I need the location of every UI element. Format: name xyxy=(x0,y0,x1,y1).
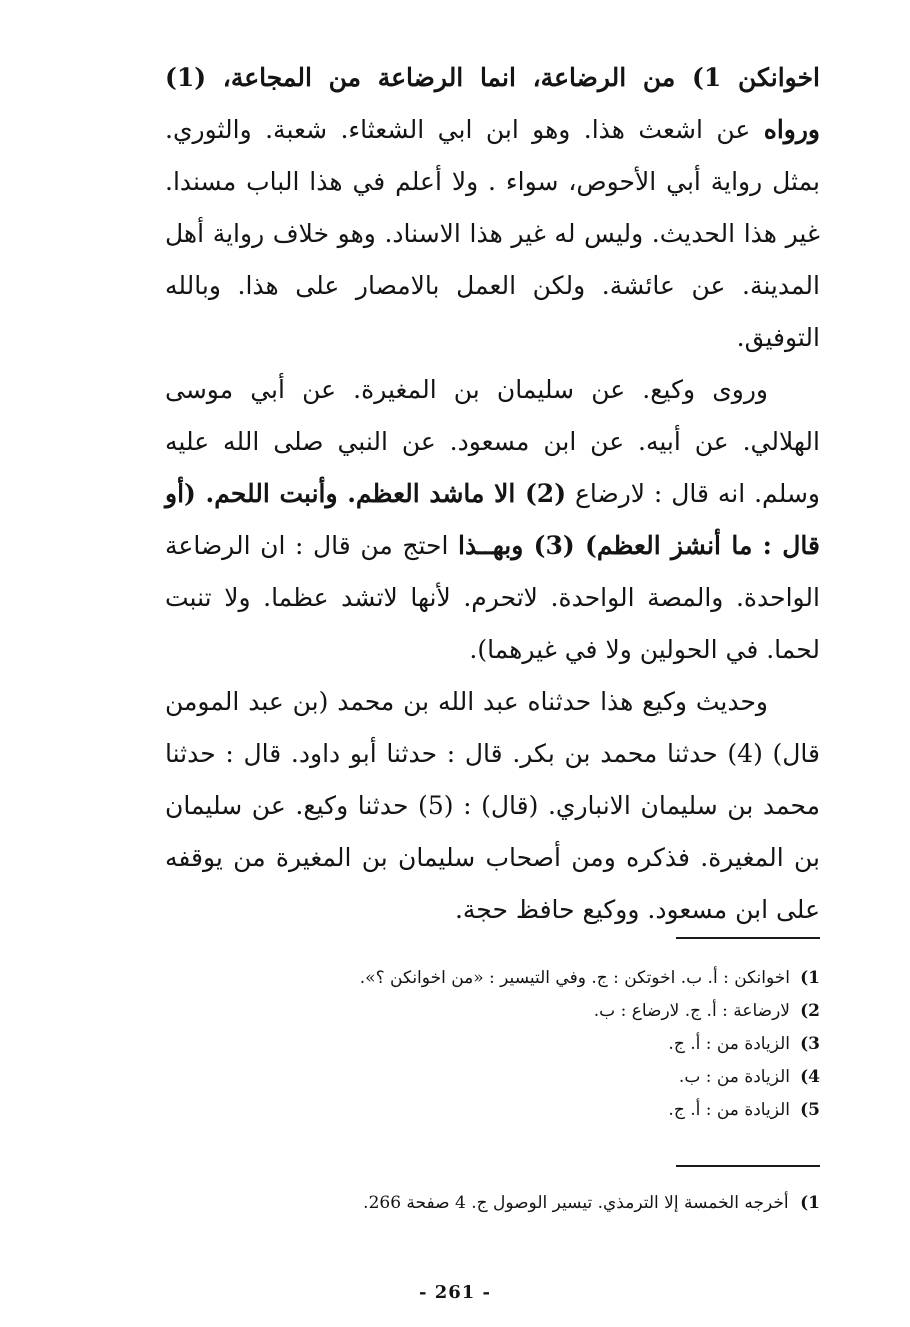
paragraph-2-text-before: وروى وكيع. عن سليمان بن المغيرة. عن أبي موسى الهلالي. عن أبيه. عن ابن مسعود. عن النبي صلى الله عليه وسلم. انه قال : لارضاع xyxy=(165,375,820,508)
footnote-number: 3) xyxy=(800,1034,820,1054)
paragraph-1-bold-lead: اخوانكن 1) من الرضاعة، انما الرضاعة من المجاعة، (1) ورواه xyxy=(165,63,820,144)
footnote-number: 4) xyxy=(800,1067,820,1087)
footnote-text: الزيادة من : أ. ج. xyxy=(668,1034,790,1054)
source-divider xyxy=(676,1165,820,1167)
main-text xyxy=(165,52,820,936)
footnote-text: اخوانكن : أ. ب. اخوتكن : ج. وفي التيسير : «من اخوانكن ؟». xyxy=(359,968,790,988)
footnote-item xyxy=(360,1028,820,1061)
paragraph-2-bold-mid: (2) الا ماشد العظم. وأنبت اللحم. (أو قال : ما أنشز العظم) (3) وبهــذا xyxy=(165,479,820,560)
footnote-number: 5) xyxy=(800,1100,820,1120)
footnote-text: الزيادة من : ب. xyxy=(678,1067,790,1087)
paragraph-3 xyxy=(165,676,820,936)
page-number: - 261 - xyxy=(418,1282,492,1303)
paragraph-2-text-after: احتج من قال : ان الرضاعة الواحدة. والمصة الواحدة. لاتحرم. لأنها لاتشد عظما. ولا تنبت لحما. في الحولين ولا في غيرهما). xyxy=(165,531,820,664)
source-note-number: 1) xyxy=(800,1193,820,1213)
footnote-text: الزيادة من : أ. ج. xyxy=(668,1100,790,1120)
footnote-item xyxy=(360,1094,820,1127)
paragraph-3-text: وحديث وكيع هذا حدثناه عبد الله بن محمد (بن عبد المومن قال) (4) حدثنا محمد بن بكر. قال : حدثنا أبو داود. قال : حدثنا محمد بن سليمان الانباري. (قال) : (5) حدثنا وكيع. عن سليمان بن المغيرة. فذكره ومن أصحاب سليمان بن المغيرة من يوقفه على ابن مسعود. ووكيع حافظ حجة. xyxy=(165,687,820,924)
footnote-item xyxy=(360,962,820,995)
footnote-text: لارضاعة : أ. ج. لارضاع : ب. xyxy=(593,1001,790,1021)
footnote-item xyxy=(360,995,820,1028)
source-note xyxy=(363,1188,820,1218)
footnote-number: 2) xyxy=(800,1001,820,1021)
paragraph-2 xyxy=(165,364,820,676)
source-note-text: أخرجه الخمسة إلا الترمذي. تيسير الوصول ج. 4 صفحة 266. xyxy=(363,1193,789,1213)
paragraph-1-text: عن اشعث هذا. وهو ابن ابي الشعثاء. شعبة. والثوري. بمثل رواية أبي الأحوص، سواء . ولا أعلم في هذا الباب مسندا. غير هذا الحديث. وليس له غير هذا الاسناد. وهو خلاف رواية أهل المدينة. عن عائشة. ولكن العمل بالامصار على هذا. وبالله التوفيق. xyxy=(165,115,820,352)
paragraph-1 xyxy=(165,52,820,364)
footnote-number: 1) xyxy=(800,968,820,988)
footnote-divider xyxy=(676,937,820,939)
footnotes xyxy=(360,962,820,1127)
footnote-item xyxy=(360,1061,820,1094)
